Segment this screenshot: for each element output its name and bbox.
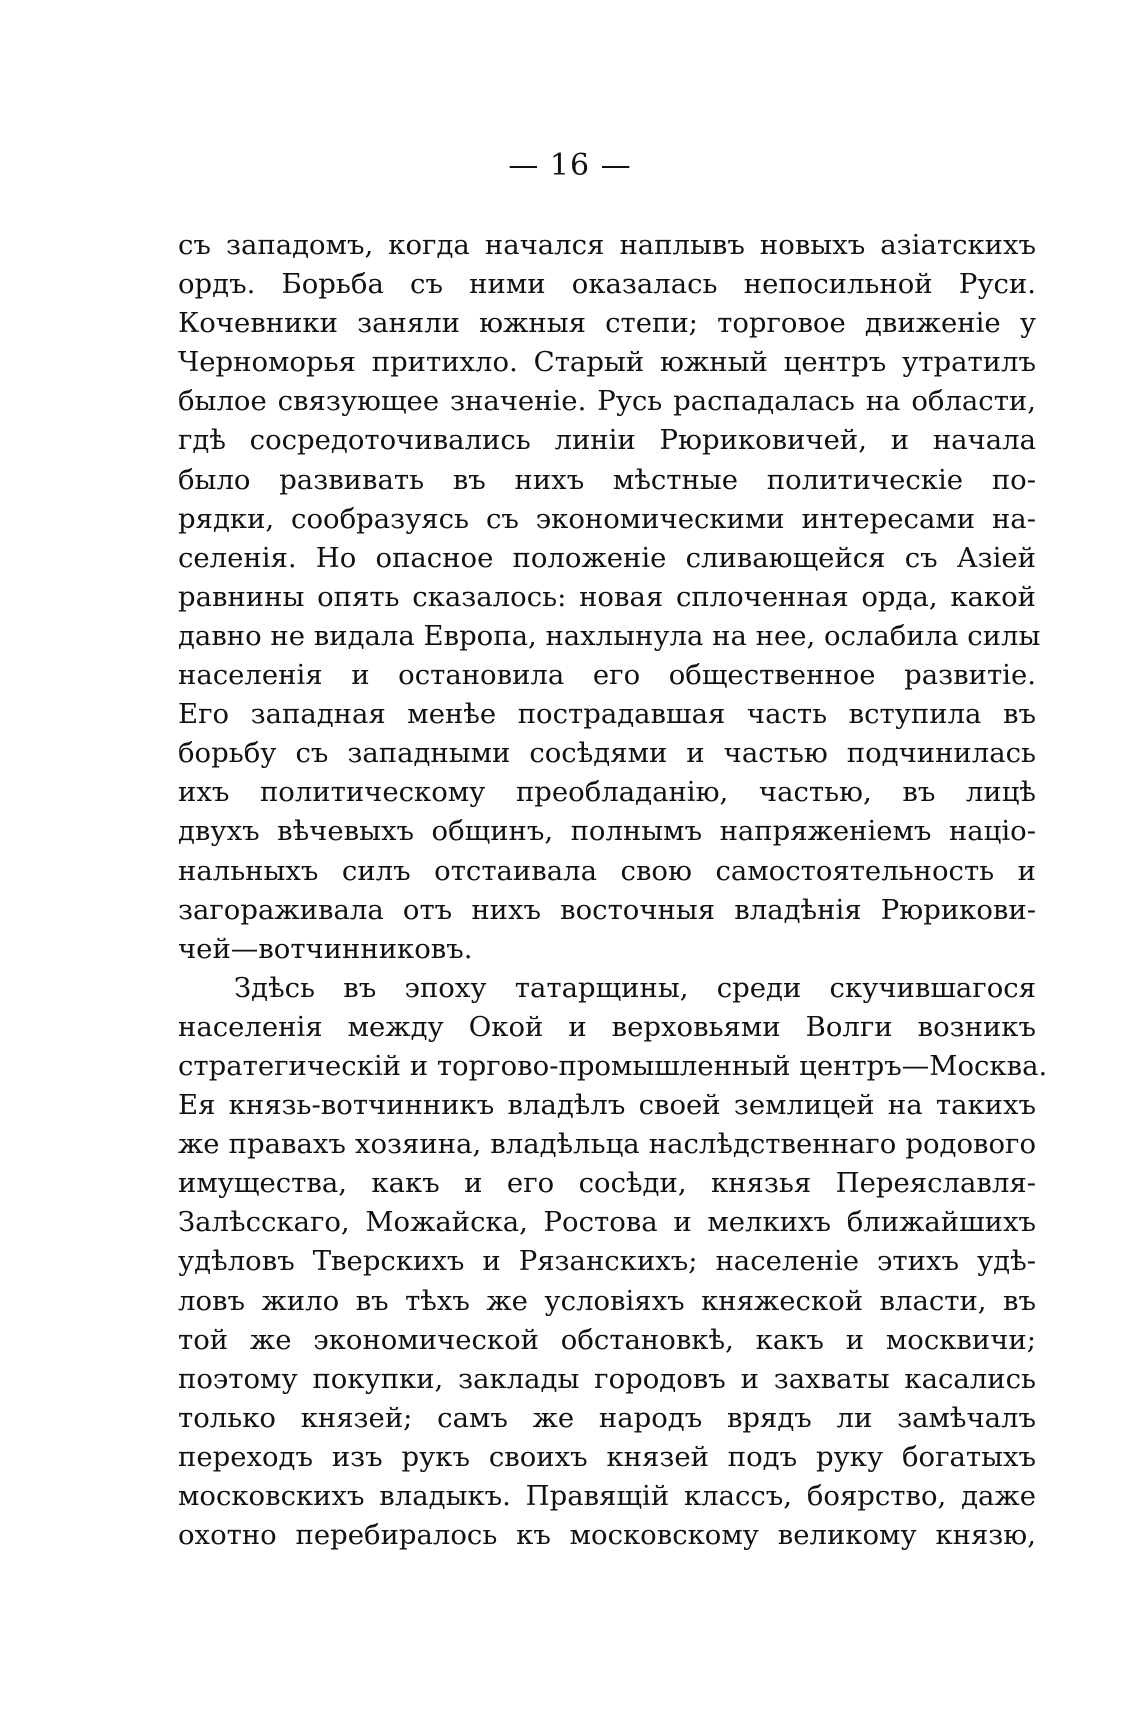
- text-line: Его западная менѣе пострадавшая часть вступила въ: [178, 698, 1036, 731]
- text-line: чей—вотчинниковъ.: [178, 932, 473, 965]
- paragraph-2: [178, 969, 1048, 1555]
- text-line: ихъ политическому преобладанію, частью, въ лицѣ: [178, 776, 1036, 809]
- text-line: населенія и остановила его общественное развитіе.: [178, 659, 1036, 692]
- text-line: борьбу съ западными сосѣдями и частью подчинилась: [178, 737, 1036, 770]
- text-line: съ западомъ, когда начался наплывъ новыхъ азіатскихъ: [178, 229, 1036, 261]
- paragraph-1: [178, 226, 1041, 969]
- text-line: равнины опять сказалось: новая сплоченная орда, какой: [178, 580, 1036, 613]
- text-line: давно не видала Европа, нахлынула на нее, ослабила силы: [178, 619, 1041, 652]
- page-number: — 16 —: [508, 148, 632, 183]
- text-line: Кочевники заняли южныя степи; торговое движеніе у: [178, 307, 1036, 340]
- text-line: стратегическій и торгово-промышленный центръ—Москва.: [178, 1049, 1048, 1082]
- text-line: нальныхъ силъ отстаивала свою самостоятельность и: [178, 854, 1036, 887]
- text-line: загораживала отъ нихъ восточныя владѣнія Рюрикови-: [178, 893, 1036, 926]
- text-line: двухъ вѣчевыхъ общинъ, полнымъ напряженіемъ націо-: [178, 815, 1036, 848]
- text-line: Здѣсь въ эпоху татарщины, среди скучившагося: [234, 971, 1036, 1004]
- text-line: только князей; самъ же народъ врядъ ли замѣчалъ: [178, 1401, 1036, 1434]
- text-line: поэтому покупки, заклады городовъ и захваты касались: [178, 1362, 1036, 1395]
- body-text: [178, 226, 1048, 1555]
- text-line: московскихъ владыкъ. Правящій классъ, боярство, даже: [178, 1480, 1036, 1512]
- text-line: переходъ изъ рукъ своихъ князей подъ руку богатыхъ: [178, 1440, 1036, 1473]
- text-line: рядки, сообразуясь съ экономическими интересами на-: [178, 502, 1036, 535]
- text-line: ордъ. Борьба съ ними оказалась непосильной Руси.: [178, 268, 1036, 301]
- text-line: удѣловъ Тверскихъ и Рязанскихъ; населеніе этихъ удѣ-: [178, 1245, 1036, 1278]
- text-line: имущества, какъ и его сосѣди, князья Переяславля-: [178, 1167, 1036, 1200]
- text-line: же правахъ хозяина, владѣльца наслѣдственнаго родового: [178, 1128, 1036, 1161]
- text-line: Черноморья притихло. Старый южный центръ утратилъ: [178, 346, 1036, 379]
- text-line: населенія между Окой и верховьями Волги возникъ: [178, 1010, 1036, 1043]
- text-line: той же экономической обстановкѣ, какъ и москвичи;: [178, 1323, 1036, 1356]
- text-line: Залѣсскаго, Можайска, Ростова и мелкихъ ближайшихъ: [178, 1206, 1036, 1239]
- text-line: охотно перебиралось къ московскому великому князю,: [178, 1519, 1036, 1552]
- text-line: Ея князь-вотчинникъ владѣлъ своей землицей на такихъ: [178, 1089, 1036, 1122]
- text-line: было развивать въ нихъ мѣстные политическіе по-: [178, 463, 1036, 496]
- text-line: ловъ жило въ тѣхъ же условіяхъ княжеской власти, въ: [178, 1284, 1036, 1317]
- text-line: былое связующее значеніе. Русь распадалась на области,: [178, 385, 1036, 418]
- text-line: селенія. Но опасное положеніе сливающейся съ Азіей: [178, 541, 1036, 574]
- text-line: гдѣ сосредоточивались линіи Рюриковичей, и начала: [178, 424, 1036, 457]
